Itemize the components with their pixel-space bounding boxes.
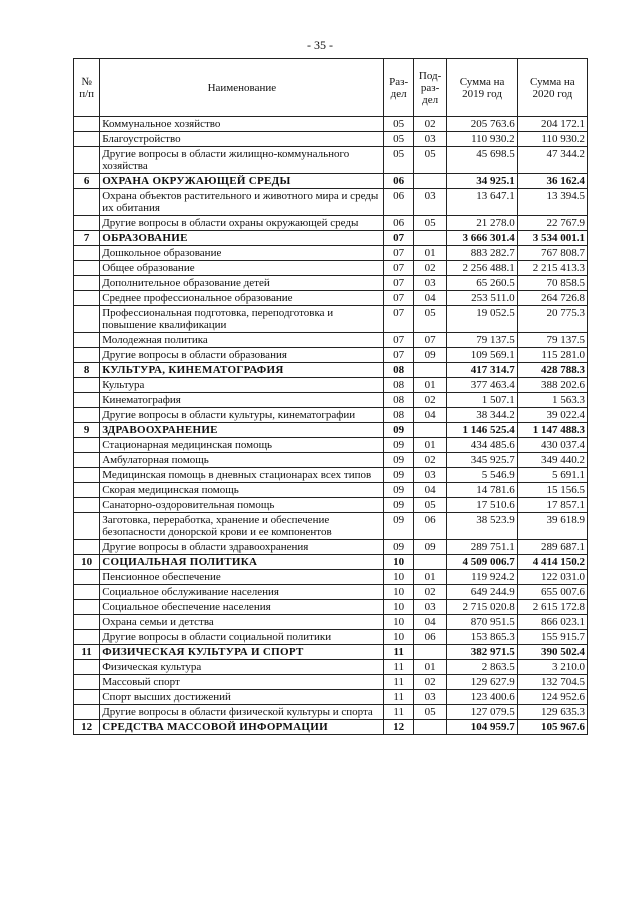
row-sum-2019: 382 971.5 bbox=[447, 645, 517, 660]
row-name: Дошкольное образование bbox=[100, 246, 384, 261]
row-podrazdel: 03 bbox=[413, 189, 447, 216]
row-sum-2020: 124 952.6 bbox=[517, 690, 587, 705]
row-podrazdel bbox=[413, 645, 447, 660]
row-sum-2019: 205 763.6 bbox=[447, 117, 517, 132]
row-razdel: 10 bbox=[384, 630, 413, 645]
row-sum-2019: 127 079.5 bbox=[447, 705, 517, 720]
row-num bbox=[74, 276, 100, 291]
budget-table bbox=[73, 58, 588, 735]
row-num bbox=[74, 117, 100, 132]
row-sum-2019: 289 751.1 bbox=[447, 540, 517, 555]
row-podrazdel: 06 bbox=[413, 630, 447, 645]
row-razdel: 07 bbox=[384, 333, 413, 348]
row-sum-2020: 39 022.4 bbox=[517, 408, 587, 423]
row-podrazdel: 02 bbox=[413, 261, 447, 276]
row-podrazdel: 01 bbox=[413, 660, 447, 675]
row-name: Пенсионное обеспечение bbox=[100, 570, 384, 585]
row-name: ЗДРАВООХРАНЕНИЕ bbox=[100, 423, 384, 438]
row-podrazdel: 01 bbox=[413, 438, 447, 453]
row-razdel: 12 bbox=[384, 720, 413, 735]
row-sum-2019: 34 925.1 bbox=[447, 174, 517, 189]
row-sum-2019: 883 282.7 bbox=[447, 246, 517, 261]
page-number: - 35 - bbox=[307, 38, 333, 52]
header-num: № п/п bbox=[74, 59, 100, 117]
row-name: Благоустройство bbox=[100, 132, 384, 147]
row-razdel: 10 bbox=[384, 615, 413, 630]
table-row bbox=[74, 117, 588, 132]
row-num: 11 bbox=[74, 645, 100, 660]
table-row bbox=[74, 393, 588, 408]
row-sum-2019: 110 930.2 bbox=[447, 132, 517, 147]
row-num bbox=[74, 705, 100, 720]
row-sum-2020: 767 808.7 bbox=[517, 246, 587, 261]
section-row bbox=[74, 231, 588, 246]
section-row bbox=[74, 423, 588, 438]
row-sum-2019: 4 509 006.7 bbox=[447, 555, 517, 570]
row-sum-2020: 13 394.5 bbox=[517, 189, 587, 216]
row-num bbox=[74, 393, 100, 408]
table-row bbox=[74, 600, 588, 615]
row-sum-2019: 13 647.1 bbox=[447, 189, 517, 216]
row-sum-2019: 104 959.7 bbox=[447, 720, 517, 735]
row-sum-2019: 38 344.2 bbox=[447, 408, 517, 423]
row-sum-2020: 430 037.4 bbox=[517, 438, 587, 453]
row-razdel: 07 bbox=[384, 231, 413, 246]
row-sum-2019: 377 463.4 bbox=[447, 378, 517, 393]
row-razdel: 07 bbox=[384, 246, 413, 261]
row-podrazdel: 02 bbox=[413, 393, 447, 408]
row-name: Культура bbox=[100, 378, 384, 393]
row-name: Социальное обслуживание населения bbox=[100, 585, 384, 600]
row-razdel: 09 bbox=[384, 453, 413, 468]
row-sum-2020: 129 635.3 bbox=[517, 705, 587, 720]
row-razdel: 09 bbox=[384, 438, 413, 453]
row-podrazdel: 09 bbox=[413, 348, 447, 363]
row-sum-2020: 79 137.5 bbox=[517, 333, 587, 348]
row-podrazdel: 03 bbox=[413, 132, 447, 147]
row-num bbox=[74, 189, 100, 216]
row-podrazdel: 04 bbox=[413, 291, 447, 306]
table-row bbox=[74, 132, 588, 147]
row-num bbox=[74, 453, 100, 468]
row-num bbox=[74, 333, 100, 348]
table-row bbox=[74, 570, 588, 585]
row-num bbox=[74, 540, 100, 555]
row-sum-2020: 132 704.5 bbox=[517, 675, 587, 690]
table-row bbox=[74, 705, 588, 720]
row-sum-2019: 14 781.6 bbox=[447, 483, 517, 498]
row-sum-2020: 5 691.1 bbox=[517, 468, 587, 483]
row-num bbox=[74, 306, 100, 333]
row-name: ОБРАЗОВАНИЕ bbox=[100, 231, 384, 246]
row-num bbox=[74, 291, 100, 306]
row-razdel: 11 bbox=[384, 675, 413, 690]
row-name: Другие вопросы в области культуры, кинематографии bbox=[100, 408, 384, 423]
table-row bbox=[74, 660, 588, 675]
table-row bbox=[74, 468, 588, 483]
row-sum-2020: 15 156.5 bbox=[517, 483, 587, 498]
table-row bbox=[74, 378, 588, 393]
row-num bbox=[74, 600, 100, 615]
row-razdel: 08 bbox=[384, 408, 413, 423]
row-sum-2019: 38 523.9 bbox=[447, 513, 517, 540]
table-row bbox=[74, 261, 588, 276]
row-num bbox=[74, 147, 100, 174]
row-razdel: 10 bbox=[384, 555, 413, 570]
row-razdel: 05 bbox=[384, 132, 413, 147]
row-podrazdel: 01 bbox=[413, 378, 447, 393]
row-razdel: 08 bbox=[384, 378, 413, 393]
row-sum-2019: 45 698.5 bbox=[447, 147, 517, 174]
row-podrazdel: 02 bbox=[413, 585, 447, 600]
row-num bbox=[74, 483, 100, 498]
table-row bbox=[74, 276, 588, 291]
row-sum-2020: 428 788.3 bbox=[517, 363, 587, 378]
row-name: СРЕДСТВА МАССОВОЙ ИНФОРМАЦИИ bbox=[100, 720, 384, 735]
row-sum-2020: 2 215 413.3 bbox=[517, 261, 587, 276]
row-podrazdel bbox=[413, 423, 447, 438]
row-podrazdel bbox=[413, 555, 447, 570]
row-razdel: 10 bbox=[384, 570, 413, 585]
row-name: Общее образование bbox=[100, 261, 384, 276]
row-razdel: 10 bbox=[384, 585, 413, 600]
header-razdel: Раз- дел bbox=[384, 59, 413, 117]
row-razdel: 11 bbox=[384, 705, 413, 720]
row-name: Другие вопросы в области социальной политики bbox=[100, 630, 384, 645]
row-podrazdel bbox=[413, 174, 447, 189]
row-sum-2019: 109 569.1 bbox=[447, 348, 517, 363]
row-name: Амбулаторная помощь bbox=[100, 453, 384, 468]
table-row bbox=[74, 630, 588, 645]
row-podrazdel: 05 bbox=[413, 306, 447, 333]
row-num: 7 bbox=[74, 231, 100, 246]
row-sum-2020: 289 687.1 bbox=[517, 540, 587, 555]
section-row bbox=[74, 645, 588, 660]
row-name: Санаторно-оздоровительная помощь bbox=[100, 498, 384, 513]
row-razdel: 06 bbox=[384, 216, 413, 231]
row-razdel: 08 bbox=[384, 393, 413, 408]
row-sum-2019: 649 244.9 bbox=[447, 585, 517, 600]
row-podrazdel: 02 bbox=[413, 453, 447, 468]
row-name: Другие вопросы в области здравоохранения bbox=[100, 540, 384, 555]
row-name: Другие вопросы в области физической культуры и спорта bbox=[100, 705, 384, 720]
row-razdel: 05 bbox=[384, 117, 413, 132]
table-row bbox=[74, 348, 588, 363]
row-name: Социальное обеспечение населения bbox=[100, 600, 384, 615]
row-razdel: 11 bbox=[384, 690, 413, 705]
row-sum-2020: 655 007.6 bbox=[517, 585, 587, 600]
row-podrazdel: 04 bbox=[413, 483, 447, 498]
section-row bbox=[74, 174, 588, 189]
row-podrazdel bbox=[413, 231, 447, 246]
table-row bbox=[74, 615, 588, 630]
row-sum-2020: 866 023.1 bbox=[517, 615, 587, 630]
row-razdel: 09 bbox=[384, 483, 413, 498]
row-name: Заготовка, переработка, хранение и обеспечение безопасности донорской крови и ее компонентов bbox=[100, 513, 384, 540]
table-header-row bbox=[74, 59, 588, 117]
row-name: Медицинская помощь в дневных стационарах всех типов bbox=[100, 468, 384, 483]
row-podrazdel: 02 bbox=[413, 117, 447, 132]
row-name: Скорая медицинская помощь bbox=[100, 483, 384, 498]
row-num bbox=[74, 132, 100, 147]
row-podrazdel: 03 bbox=[413, 468, 447, 483]
row-name: Дополнительное образование детей bbox=[100, 276, 384, 291]
table-row bbox=[74, 498, 588, 513]
row-razdel: 07 bbox=[384, 306, 413, 333]
table-row bbox=[74, 291, 588, 306]
table-row bbox=[74, 513, 588, 540]
row-sum-2020: 4 414 150.2 bbox=[517, 555, 587, 570]
row-name: Коммунальное хозяйство bbox=[100, 117, 384, 132]
row-sum-2020: 1 147 488.3 bbox=[517, 423, 587, 438]
row-podrazdel: 04 bbox=[413, 615, 447, 630]
row-sum-2019: 253 511.0 bbox=[447, 291, 517, 306]
row-sum-2019: 2 715 020.8 bbox=[447, 600, 517, 615]
row-sum-2019: 19 052.5 bbox=[447, 306, 517, 333]
row-num bbox=[74, 378, 100, 393]
row-num bbox=[74, 690, 100, 705]
row-sum-2019: 1 507.1 bbox=[447, 393, 517, 408]
row-name: СОЦИАЛЬНАЯ ПОЛИТИКА bbox=[100, 555, 384, 570]
row-razdel: 06 bbox=[384, 174, 413, 189]
row-sum-2019: 119 924.2 bbox=[447, 570, 517, 585]
row-sum-2020: 22 767.9 bbox=[517, 216, 587, 231]
row-sum-2020: 122 031.0 bbox=[517, 570, 587, 585]
row-razdel: 11 bbox=[384, 645, 413, 660]
row-sum-2019: 123 400.6 bbox=[447, 690, 517, 705]
row-num: 6 bbox=[74, 174, 100, 189]
row-sum-2019: 79 137.5 bbox=[447, 333, 517, 348]
row-razdel: 07 bbox=[384, 261, 413, 276]
row-sum-2019: 153 865.3 bbox=[447, 630, 517, 645]
row-sum-2020: 47 344.2 bbox=[517, 147, 587, 174]
row-podrazdel: 07 bbox=[413, 333, 447, 348]
table-row bbox=[74, 585, 588, 600]
row-podrazdel: 02 bbox=[413, 675, 447, 690]
row-podrazdel: 09 bbox=[413, 540, 447, 555]
row-name: ФИЗИЧЕСКАЯ КУЛЬТУРА И СПОРТ bbox=[100, 645, 384, 660]
row-name: Другие вопросы в области образования bbox=[100, 348, 384, 363]
row-num bbox=[74, 675, 100, 690]
row-num bbox=[74, 261, 100, 276]
row-sum-2019: 65 260.5 bbox=[447, 276, 517, 291]
row-sum-2020: 264 726.8 bbox=[517, 291, 587, 306]
table-row bbox=[74, 333, 588, 348]
row-sum-2020: 349 440.2 bbox=[517, 453, 587, 468]
row-sum-2020: 36 162.4 bbox=[517, 174, 587, 189]
row-razdel: 10 bbox=[384, 600, 413, 615]
row-podrazdel bbox=[413, 720, 447, 735]
table-row bbox=[74, 438, 588, 453]
table-row bbox=[74, 453, 588, 468]
row-razdel: 09 bbox=[384, 468, 413, 483]
row-podrazdel: 03 bbox=[413, 690, 447, 705]
row-podrazdel: 01 bbox=[413, 570, 447, 585]
table-body bbox=[74, 117, 588, 735]
header-podrazdel: Под- раз- дел bbox=[413, 59, 447, 117]
row-sum-2019: 129 627.9 bbox=[447, 675, 517, 690]
row-podrazdel bbox=[413, 363, 447, 378]
row-name: Охрана семьи и детства bbox=[100, 615, 384, 630]
row-sum-2019: 870 951.5 bbox=[447, 615, 517, 630]
row-sum-2019: 21 278.0 bbox=[447, 216, 517, 231]
row-sum-2020: 388 202.6 bbox=[517, 378, 587, 393]
row-sum-2020: 204 172.1 bbox=[517, 117, 587, 132]
row-podrazdel: 03 bbox=[413, 276, 447, 291]
row-razdel: 11 bbox=[384, 660, 413, 675]
row-sum-2019: 434 485.6 bbox=[447, 438, 517, 453]
table-row bbox=[74, 189, 588, 216]
row-num: 10 bbox=[74, 555, 100, 570]
row-sum-2019: 5 546.9 bbox=[447, 468, 517, 483]
row-name: Массовый спорт bbox=[100, 675, 384, 690]
row-sum-2020: 1 563.3 bbox=[517, 393, 587, 408]
row-num: 8 bbox=[74, 363, 100, 378]
row-num bbox=[74, 498, 100, 513]
row-podrazdel: 04 bbox=[413, 408, 447, 423]
row-sum-2020: 105 967.6 bbox=[517, 720, 587, 735]
row-num: 12 bbox=[74, 720, 100, 735]
row-name: Физическая культура bbox=[100, 660, 384, 675]
row-sum-2020: 110 930.2 bbox=[517, 132, 587, 147]
row-sum-2019: 2 863.5 bbox=[447, 660, 517, 675]
row-podrazdel: 06 bbox=[413, 513, 447, 540]
table-row bbox=[74, 246, 588, 261]
row-podrazdel: 05 bbox=[413, 216, 447, 231]
row-name: Профессиональная подготовка, переподготовка и повышение квалификации bbox=[100, 306, 384, 333]
header-name: Наименование bbox=[100, 59, 384, 117]
row-razdel: 06 bbox=[384, 189, 413, 216]
row-num bbox=[74, 513, 100, 540]
section-row bbox=[74, 555, 588, 570]
row-sum-2019: 417 314.7 bbox=[447, 363, 517, 378]
row-num bbox=[74, 570, 100, 585]
row-name: КУЛЬТУРА, КИНЕМАТОГРАФИЯ bbox=[100, 363, 384, 378]
row-sum-2020: 3 210.0 bbox=[517, 660, 587, 675]
header-sum-2020: Сумма на 2020 год bbox=[517, 59, 587, 117]
row-name: ОХРАНА ОКРУЖАЮЩЕЙ СРЕДЫ bbox=[100, 174, 384, 189]
table-row bbox=[74, 408, 588, 423]
table-row bbox=[74, 306, 588, 333]
row-num bbox=[74, 216, 100, 231]
row-sum-2019: 1 146 525.4 bbox=[447, 423, 517, 438]
row-num bbox=[74, 615, 100, 630]
table-row bbox=[74, 483, 588, 498]
row-name: Охрана объектов растительного и животного мира и среды их обитания bbox=[100, 189, 384, 216]
header-sum-2019: Сумма на 2019 год bbox=[447, 59, 517, 117]
row-sum-2020: 39 618.9 bbox=[517, 513, 587, 540]
row-num bbox=[74, 408, 100, 423]
row-name: Другие вопросы в области охраны окружающей среды bbox=[100, 216, 384, 231]
row-name: Другие вопросы в области жилищно-коммунального хозяйства bbox=[100, 147, 384, 174]
row-podrazdel: 03 bbox=[413, 600, 447, 615]
row-sum-2020: 390 502.4 bbox=[517, 645, 587, 660]
row-sum-2020: 70 858.5 bbox=[517, 276, 587, 291]
row-num bbox=[74, 585, 100, 600]
table-row bbox=[74, 675, 588, 690]
row-razdel: 05 bbox=[384, 147, 413, 174]
row-podrazdel: 05 bbox=[413, 705, 447, 720]
row-razdel: 07 bbox=[384, 276, 413, 291]
row-sum-2020: 3 534 001.1 bbox=[517, 231, 587, 246]
row-razdel: 09 bbox=[384, 540, 413, 555]
section-row bbox=[74, 720, 588, 735]
row-podrazdel: 05 bbox=[413, 147, 447, 174]
row-num bbox=[74, 630, 100, 645]
row-razdel: 09 bbox=[384, 498, 413, 513]
row-name: Кинематография bbox=[100, 393, 384, 408]
row-name: Стационарная медицинская помощь bbox=[100, 438, 384, 453]
table-row bbox=[74, 216, 588, 231]
row-sum-2020: 115 281.0 bbox=[517, 348, 587, 363]
row-sum-2020: 20 775.3 bbox=[517, 306, 587, 333]
row-num: 9 bbox=[74, 423, 100, 438]
row-num bbox=[74, 438, 100, 453]
row-sum-2019: 3 666 301.4 bbox=[447, 231, 517, 246]
row-podrazdel: 05 bbox=[413, 498, 447, 513]
table-row bbox=[74, 147, 588, 174]
section-row bbox=[74, 363, 588, 378]
row-podrazdel: 01 bbox=[413, 246, 447, 261]
row-num bbox=[74, 246, 100, 261]
row-sum-2020: 155 915.7 bbox=[517, 630, 587, 645]
row-razdel: 08 bbox=[384, 363, 413, 378]
row-sum-2019: 17 510.6 bbox=[447, 498, 517, 513]
table-row bbox=[74, 540, 588, 555]
row-num bbox=[74, 468, 100, 483]
row-name: Среднее профессиональное образование bbox=[100, 291, 384, 306]
row-sum-2019: 345 925.7 bbox=[447, 453, 517, 468]
row-name: Спорт высших достижений bbox=[100, 690, 384, 705]
row-sum-2020: 17 857.1 bbox=[517, 498, 587, 513]
row-num bbox=[74, 348, 100, 363]
row-num bbox=[74, 660, 100, 675]
row-razdel: 07 bbox=[384, 291, 413, 306]
row-razdel: 09 bbox=[384, 513, 413, 540]
row-name: Молодежная политика bbox=[100, 333, 384, 348]
table-row bbox=[74, 690, 588, 705]
row-sum-2020: 2 615 172.8 bbox=[517, 600, 587, 615]
row-razdel: 07 bbox=[384, 348, 413, 363]
row-razdel: 09 bbox=[384, 423, 413, 438]
row-sum-2019: 2 256 488.1 bbox=[447, 261, 517, 276]
